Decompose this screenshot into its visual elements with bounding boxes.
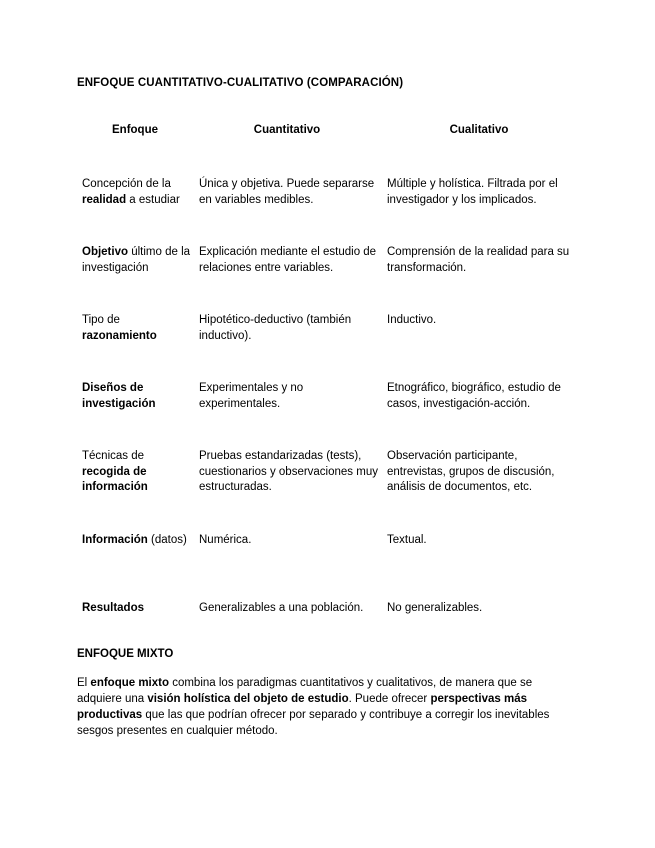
header-cuantitativo: Cuantitativo: [253, 124, 321, 136]
para-text: El: [77, 677, 91, 689]
cell-cuantitativo-resultados: Generalizables a una población.: [199, 602, 364, 614]
label-bold: Diseños de investigación: [82, 382, 156, 410]
cell-cualitativo-resultados: No generalizables.: [387, 602, 483, 614]
header-cualitativo: Cualitativo: [449, 124, 509, 136]
cell-cuantitativo-objetivo: Explicación mediante el estudio de relaciones entre variables.: [199, 246, 377, 274]
para-bold: visión holística del objeto de estudio: [147, 693, 349, 705]
para-text: combina los paradigmas cuantitativos y cualitativos, de manera que se adquiere una: [77, 677, 533, 705]
document-title: ENFOQUE CUANTITATIVO-CUALITATIVO (COMPARACIÓN): [77, 77, 404, 89]
cell-cuantitativo-tecnicas: Pruebas estandarizadas (tests), cuestionarios y observaciones muy estructuradas.: [199, 450, 378, 493]
paragraph-mixto: [77, 675, 577, 739]
row-label-tecnicas: [82, 449, 192, 496]
label-bold: realidad: [82, 193, 127, 206]
cell-cualitativo-razonamiento: Inductivo.: [387, 314, 437, 326]
para-text: . Puede ofrecer: [348, 693, 431, 705]
cell-cuantitativo-informacion: Numérica.: [199, 534, 252, 546]
row-label-disenos: [82, 381, 192, 412]
cell-cualitativo-realidad: Múltiple y holística. Filtrada por el investigador y los implicados.: [387, 178, 558, 206]
cell-cualitativo-objetivo: Comprensión de la realidad para su transformación.: [387, 246, 570, 274]
label-text: Concepción de la: [82, 178, 171, 190]
label-bold: recogida de información: [82, 465, 148, 493]
cell-cuantitativo-disenos: Experimentales y no experimentales.: [199, 382, 304, 410]
label-bold: razonamiento: [82, 329, 157, 342]
row-label-razonamiento: [82, 313, 192, 344]
cell-cuantitativo-razonamiento: Hipotético-deductivo (también inductivo).: [199, 314, 352, 342]
label-text: último de la investigación: [82, 246, 191, 274]
cell-cualitativo-tecnicas: Observación participante, entrevistas, grupos de discusión, análisis de documentos, etc.: [387, 450, 555, 493]
header-enfoque: Enfoque: [112, 124, 158, 136]
cell-cualitativo-disenos: Etnográfico, biográfico, estudio de casos, investigación-acción.: [387, 382, 561, 410]
label-bold: Objetivo: [82, 246, 129, 258]
row-label-realidad: [82, 177, 192, 208]
label-text: a estudiar: [126, 193, 180, 206]
cell-cuantitativo-realidad: Única y objetiva. Puede separarse en variables medibles.: [199, 178, 375, 206]
label-bold: Información: [82, 534, 148, 546]
row-label-objetivo: [82, 245, 192, 276]
row-label-informacion: [82, 533, 192, 549]
row-label-resultados: [82, 601, 192, 617]
label-bold: Resultados: [82, 602, 144, 614]
para-bold: enfoque mixto: [90, 677, 170, 689]
label-text: Técnicas de: [82, 450, 145, 462]
para-bold: perspectivas más productivas: [77, 693, 527, 721]
cell-cualitativo-informacion: Textual.: [387, 534, 427, 546]
label-text: Tipo de: [82, 314, 120, 326]
section-title-mixto: ENFOQUE MIXTO: [77, 648, 174, 660]
para-text: que las que podrían ofrecer por separado y contribuye a corregir los inevitables sesgos presentes en cualquier método.: [77, 709, 550, 737]
label-text: (datos): [147, 534, 187, 546]
